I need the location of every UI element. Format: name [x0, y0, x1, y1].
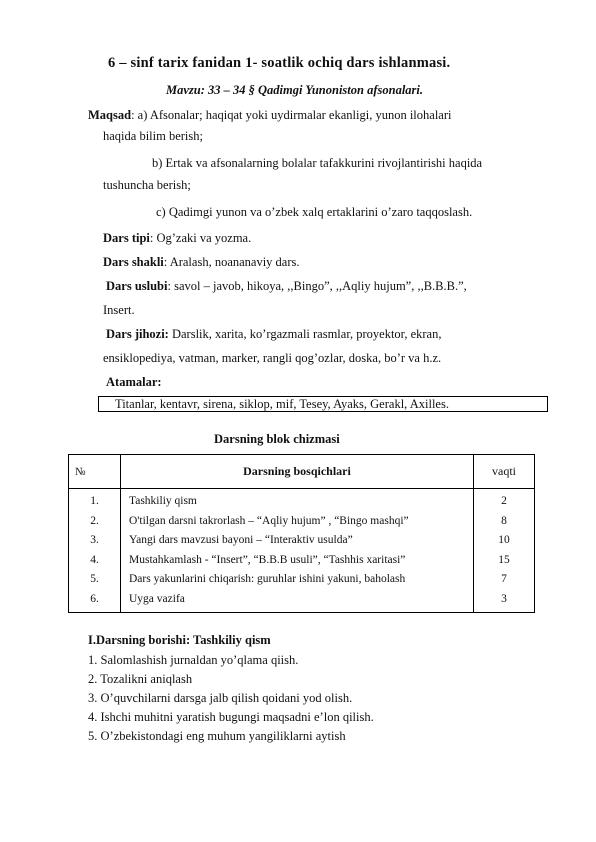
procedure-item: 4. Ishchi muhitni yaratish bugungi maqsadni e’lon qilish.: [88, 710, 374, 724]
lesson-form-value: : Aralash, noananaviy dars.: [163, 255, 300, 269]
procedure-item: 1. Salomlashish jurnaldan yo’qlama qiish.: [88, 653, 299, 667]
time-value: 7: [501, 573, 507, 585]
lesson-type: [103, 231, 251, 246]
stage-text: Uyga vazifa: [129, 592, 185, 605]
time-value: 2: [501, 495, 507, 507]
lesson-equipment-continued: ensiklopediya, vatman, marker, rangli qog’ozlar, doska, bo’r va h.z.: [103, 351, 442, 365]
number-cell: [69, 489, 121, 613]
lesson-type-value: : Og’zaki va yozma.: [149, 231, 252, 245]
plan-title: Darsning blok chizmasi: [214, 432, 340, 446]
lesson-equipment-value: Darslik, xarita, ko’rgazmali rasmlar, proyektor, ekran,: [168, 327, 442, 341]
procedure-item: 3. O’quvchilarni darsga jalb qilish qoidani yod olish.: [88, 691, 353, 705]
col-time-header: vaqti: [474, 455, 535, 489]
lesson-plan-table: [68, 454, 535, 613]
table-body-row: [69, 489, 535, 613]
row-number: 5.: [90, 573, 99, 585]
stage-text: Yangi dars mavzusi bayoni – “Interaktiv usulda”: [129, 534, 353, 546]
lesson-equipment: [106, 327, 441, 342]
stage-text: O'tilgan darsni takrorlash – “Aqliy hujum” , “Bingo mashqi”: [129, 514, 409, 527]
lesson-method-value: : savol – javob, hikoya, ,,Bingo”, ,,Aqliy hujum”, ,,B.B.B.”,: [167, 279, 467, 293]
lesson-form-label: Dars shakli: [103, 255, 164, 269]
procedure-heading: I.Darsning borishi: Tashkiliy qism: [88, 633, 271, 647]
goal-a-continued: haqida bilim berish;: [103, 129, 203, 143]
goal-label: Maqsad: [88, 108, 132, 122]
lesson-type-label: Dars tipi: [103, 231, 150, 245]
row-number: 3.: [90, 534, 99, 546]
goal-b-continued: tushuncha berish;: [103, 178, 191, 192]
time-cell: [474, 489, 535, 613]
lesson-form: [103, 255, 300, 270]
time-value: 8: [501, 514, 507, 527]
lesson-method-continued: Insert.: [103, 303, 135, 317]
time-value: 3: [501, 592, 507, 605]
document-title: 6 – sinf tarix fanidan 1- soatlik ochiq dars ishlanmasi.: [108, 55, 451, 71]
goal-a: [88, 108, 451, 123]
row-number: 2.: [90, 514, 99, 527]
lesson-topic: Mavzu: 33 – 34 § Qadimgi Yunoniston afsonalari.: [166, 83, 424, 97]
row-number: 1.: [90, 495, 99, 507]
goal-a-text: : a) Afsonalar; haqiqat yoki uydirmalar ekanligi, yunon ilohalari: [131, 108, 452, 122]
stage-text: Dars yakunlarini chiqarish: guruhlar ishini yakuni, baholash: [129, 573, 406, 585]
goal-c: c) Qadimgi yunon va o’zbek xalq ertaklarini o’zaro taqqoslash.: [156, 205, 473, 219]
lesson-method-label: Dars uslubi: [106, 279, 168, 293]
stage-cell: [121, 489, 474, 613]
lesson-equipment-label: Dars jihozi:: [106, 327, 169, 341]
time-value: 15: [498, 553, 510, 566]
terms-box: Titanlar, kentavr, sirena, siklop, mif, Tesey, Ayaks, Gerakl, Axilles.: [98, 396, 548, 412]
col-number-header: №: [69, 455, 121, 489]
time-value: 10: [498, 534, 510, 546]
col-stage-header: Darsning bosqichlari: [121, 455, 474, 489]
table-header-row: [69, 455, 535, 489]
lesson-method: [106, 279, 467, 294]
goal-b: b) Ertak va afsonalarning bolalar tafakkurini rivojlantirishi haqida: [152, 156, 483, 170]
row-number: 6.: [90, 592, 99, 605]
row-number: 4.: [90, 553, 99, 566]
stage-text: Tashkiliy qism: [129, 495, 197, 507]
terms-label: Atamalar:: [106, 375, 162, 389]
procedure-item: 2. Tozalikni aniqlash: [88, 672, 193, 686]
procedure-item: 5. O’zbekistondagi eng muhum yangiliklarni aytish: [88, 729, 346, 743]
stage-text: Mustahkamlash - “Insert”, “B.B.B usuli”, “Tashhis xaritasi”: [129, 553, 406, 566]
